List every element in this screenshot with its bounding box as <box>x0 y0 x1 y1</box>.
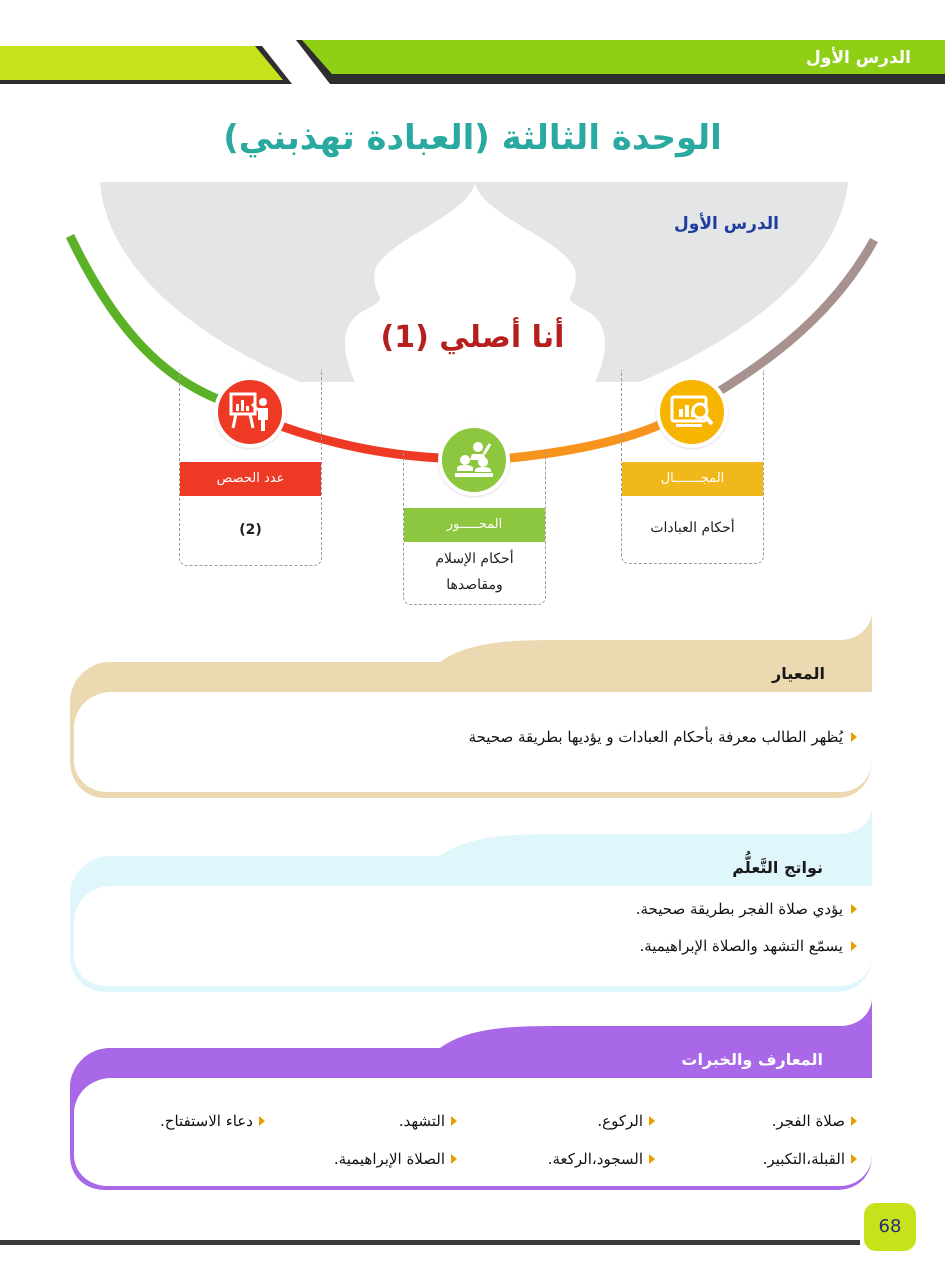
knowledge-item <box>334 1150 457 1168</box>
knowledge-item <box>597 1112 655 1130</box>
periods-presentation-icon <box>214 376 286 448</box>
standard-item <box>469 728 857 746</box>
outcomes-title: نواتج التَّعلُّم <box>732 858 823 877</box>
bullet-icon <box>851 1154 857 1164</box>
knowledge-text: القبلة،التكبير. <box>762 1150 845 1168</box>
knowledge-item <box>772 1112 857 1130</box>
knowledge-item <box>548 1150 655 1168</box>
knowledge-panel-inner <box>74 1078 872 1186</box>
axis-value-line1: أحكام الإسلام <box>435 551 514 567</box>
standard-text: يُظهر الطالب معرفة بأحكام العبادات و يؤديها بطريقة صحيحة <box>468 728 843 746</box>
periods-value: (2) <box>239 522 262 538</box>
lesson-label: الدرس الأول <box>674 214 779 234</box>
standard-title: المعيار <box>772 664 825 683</box>
knowledge-title: المعارف والخبرات <box>681 1050 823 1069</box>
axis-value-line2: ومقاصدها <box>446 577 503 593</box>
outcomes-item <box>639 937 857 955</box>
bullet-icon <box>451 1154 457 1164</box>
field-label: المجـــــــال <box>622 462 763 496</box>
knowledge-text: الركوع. <box>597 1112 643 1130</box>
knowledge-text: صلاة الفجر. <box>771 1112 845 1130</box>
lesson-name: أنا أصلي (1) <box>380 320 565 355</box>
page-number: 68 <box>864 1203 916 1251</box>
bullet-icon <box>851 732 857 742</box>
field-chart-icon <box>656 376 728 448</box>
bullet-icon <box>851 904 857 914</box>
knowledge-text: التشهد. <box>398 1112 445 1130</box>
knowledge-item <box>399 1112 457 1130</box>
bullet-icon <box>451 1116 457 1126</box>
header-lesson-tab: الدرس الأول <box>806 48 911 68</box>
knowledge-item <box>160 1112 265 1130</box>
footer-line <box>0 1240 860 1245</box>
outcomes-item <box>636 900 857 918</box>
knowledge-text: السجود،الركعة. <box>547 1150 643 1168</box>
header-left-band <box>0 46 283 80</box>
knowledge-text: دعاء الاستفتاح. <box>160 1112 253 1130</box>
field-value: أحكام العبادات <box>650 520 735 536</box>
axis-label: المحـــــور <box>404 508 545 542</box>
bullet-icon <box>851 941 857 951</box>
bullet-icon <box>851 1116 857 1126</box>
axis-students-icon <box>438 424 510 496</box>
bullet-icon <box>649 1154 655 1164</box>
bullet-icon <box>649 1116 655 1126</box>
knowledge-text: الصلاة الإبراهيمية. <box>333 1150 445 1168</box>
knowledge-item <box>763 1150 857 1168</box>
bullet-icon <box>259 1116 265 1126</box>
unit-title: الوحدة الثالثة (العبادة تهذبني) <box>223 118 722 158</box>
periods-label: عدد الحصص <box>180 462 321 496</box>
outcome-text-2: يسمّع التشهد والصلاة الإبراهيمية. <box>639 937 843 955</box>
outcome-text-1: يؤدي صلاة الفجر بطريقة صحيحة. <box>635 900 843 918</box>
